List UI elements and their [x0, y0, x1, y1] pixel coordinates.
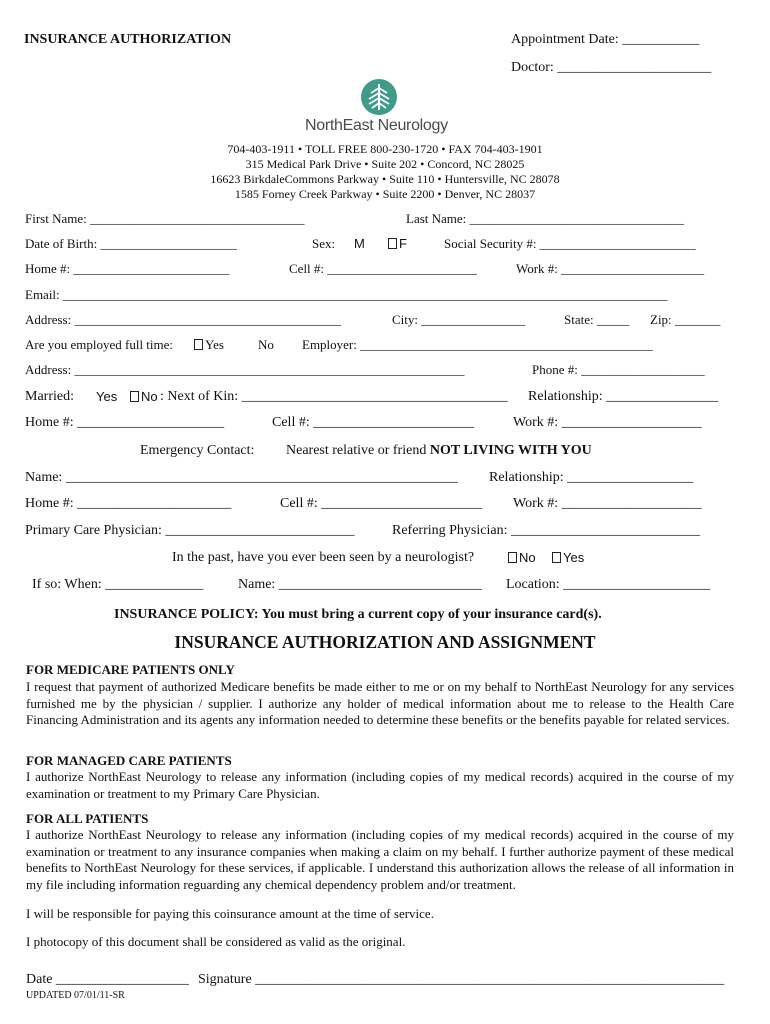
employed-yes-checkbox[interactable] [194, 339, 203, 350]
married-no-label: No [141, 389, 158, 404]
referring-physician-field[interactable]: Referring Physician: ___________________________ [392, 523, 700, 538]
form-title: INSURANCE AUTHORIZATION [24, 32, 232, 47]
managed-care-heading: FOR MANAGED CARE PATIENTS [26, 753, 232, 768]
emergency-home-phone-field[interactable]: Home #: ______________________ [25, 496, 232, 511]
kin-cell-phone-field[interactable]: Cell #: _______________________ [272, 415, 475, 430]
contact-address-1: 315 Medical Park Drive • Suite 202 • Concord, NC 28025 [245, 157, 525, 171]
married-no-checkbox[interactable] [130, 391, 139, 402]
kin-work-phone-field[interactable]: Work #: ____________________ [513, 415, 702, 430]
kin-home-phone-field[interactable]: Home #: _____________________ [25, 415, 225, 430]
emergency-note [286, 443, 592, 459]
emergency-relationship-field[interactable]: Relationship: __________________ [489, 470, 694, 485]
section-title: INSURANCE AUTHORIZATION AND ASSIGNMENT [174, 632, 596, 652]
kin-relationship-field[interactable]: Relationship: ________________ [528, 389, 719, 404]
neurologist-no-checkbox[interactable] [508, 552, 517, 563]
all-patients-paragraph: I authorize NorthEast Neurology to release any information (including copies of my medical records) acquired in the course of my examination or treatment to any insurance companies when making a claim on my behalf. I further authorize payment of these medical benefits to NorthEast Neurology for these services, if applicable. I understand this authorization allows the release of all information in my file including information reguarding any chemical dependency problem and/or treatment. [26, 827, 734, 892]
logo-name: NorthEast Neurology [305, 117, 448, 134]
contact-address-3: 1585 Forney Creek Parkway • Suite 2200 • Denver, NC 28037 [234, 187, 536, 201]
neurologist-when-field[interactable]: If so: When: ______________ [32, 577, 204, 592]
neurologist-question: In the past, have you ever been seen by a neurologist? [172, 550, 475, 565]
updated-note: UPDATED 07/01/11-SR [26, 990, 125, 1001]
medicare-heading: FOR MEDICARE PATIENTS ONLY [26, 662, 235, 677]
coinsurance-statement: I will be responsible for paying this coinsurance amount at the time of service. [26, 906, 434, 921]
email-field[interactable]: Email: _____________________________________________________________________________________________ [25, 287, 668, 302]
photocopy-statement: I photocopy of this document shall be considered as valid as the original. [26, 934, 406, 949]
neurologist-no-option[interactable] [508, 550, 536, 565]
sex-m-option[interactable]: M [354, 236, 365, 251]
emergency-note-bold: NOT LIVING WITH YOU [429, 443, 592, 458]
neurologist-yes-label: Yes [563, 550, 585, 565]
managed-care-paragraph: I authorize NorthEast Neurology to release any information (including copies of my medical records) acquired in the course of my examination or treatment to my Primary Care Physician. [26, 769, 734, 801]
sex-f-checkbox[interactable] [388, 238, 397, 249]
date-of-birth-field[interactable]: Date of Birth: _____________________ [25, 236, 237, 251]
neurologist-yes-option[interactable] [552, 550, 584, 565]
contact-phone-line: 704-403-1911 • TOLL FREE 800-230-1720 • FAX 704-403-1901 [227, 142, 543, 156]
married-yes-option[interactable]: Yes [96, 389, 118, 404]
employed-yes-option[interactable] [194, 337, 224, 353]
neurologist-no-label: No [519, 550, 536, 565]
married-no-option[interactable] [130, 389, 158, 404]
address-field[interactable]: Address: _________________________________________ [25, 312, 341, 327]
emergency-name-field[interactable]: Name: ________________________________________________________ [25, 470, 458, 485]
doctor-field[interactable]: Doctor: ______________________ [511, 60, 712, 75]
employed-yes-label: Yes [205, 337, 224, 352]
neurologist-name-field[interactable]: Name: _____________________________ [238, 577, 482, 592]
work-phone-field[interactable]: Work #: ______________________ [516, 261, 705, 276]
emergency-work-phone-field[interactable]: Work #: ____________________ [513, 496, 702, 511]
emergency-cell-phone-field[interactable]: Cell #: _______________________ [280, 496, 483, 511]
cell-phone-field[interactable]: Cell #: _______________________ [289, 261, 477, 276]
sex-f-option[interactable] [388, 236, 407, 251]
neurologist-location-field[interactable]: Location: _____________________ [506, 577, 711, 592]
employer-phone-field[interactable]: Phone #: ___________________ [532, 362, 705, 377]
appointment-date-field[interactable]: Appointment Date: ___________ [511, 32, 700, 47]
tree-leaf-logo-icon [360, 78, 398, 121]
employed-no-option[interactable]: No [258, 337, 274, 352]
neurologist-yes-checkbox[interactable] [552, 552, 561, 563]
employed-label: Are you employed full time: [25, 337, 174, 352]
emergency-note-text: Nearest relative or friend [286, 443, 427, 458]
employer-field[interactable]: Employer: _____________________________________________ [302, 337, 653, 352]
medicare-paragraph: I request that payment of authorized Medicare benefits be made either to me or on my behalf to NorthEast Neurology for any services furnished me by the physician / supplier. I authorize any holder of medical information about me to release to the Health Care Financing Administration and its agents any information needed to determine these benefits or the benefits payable for related services. [26, 679, 734, 727]
date-field[interactable]: Date ___________________ [26, 972, 189, 987]
contact-address-2: 16623 BirkdaleCommons Parkway • Suite 110 • Huntersville, NC 28078 [210, 172, 560, 186]
primary-care-physician-field[interactable]: Primary Care Physician: ___________________________ [25, 523, 355, 538]
city-field[interactable]: City: ________________ [392, 312, 526, 327]
sex-f-label: F [399, 236, 407, 251]
emergency-contact-label: Emergency Contact: [140, 443, 255, 458]
all-patients-heading: FOR ALL PATIENTS [26, 811, 149, 826]
first-name-field[interactable]: First Name: _________________________________ [25, 211, 305, 226]
last-name-field[interactable]: Last Name: _________________________________ [406, 211, 685, 226]
zip-field[interactable]: Zip: _______ [650, 312, 721, 327]
ssn-field[interactable]: Social Security #: ________________________ [444, 236, 696, 251]
employer-address-field[interactable]: Address: ____________________________________________________________ [25, 362, 465, 377]
state-field[interactable]: State: _____ [564, 312, 630, 327]
married-label: Married: [25, 389, 74, 404]
signature-field[interactable]: Signature ___________________________________________________________________ [198, 972, 725, 987]
sex-label: Sex: [312, 236, 336, 251]
next-of-kin-field[interactable]: : Next of Kin: ______________________________________ [160, 389, 508, 404]
home-phone-field[interactable]: Home #: ________________________ [25, 261, 230, 276]
insurance-policy-note: INSURANCE POLICY: You must bring a current copy of your insurance card(s). [114, 607, 602, 622]
